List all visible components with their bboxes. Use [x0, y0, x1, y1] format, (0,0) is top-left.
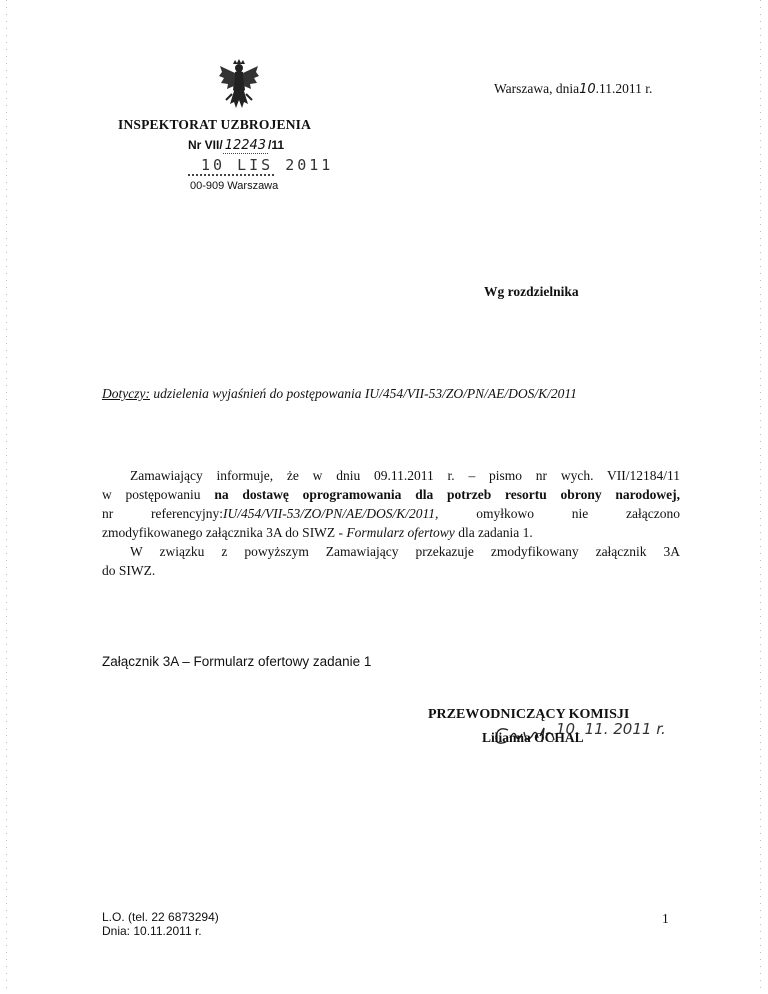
signatory-title: PRZEWODNICZĄCY KOMISJI — [428, 707, 630, 722]
body-line: Zamawiający informuje, że w dniu 09.11.2011 r. – pismo nr wych. VII/12184/11 — [130, 468, 680, 483]
postal-address: 00-909 Warszawa — [190, 180, 279, 192]
body-line — [102, 485, 680, 504]
institution-name: INSPEKTORAT UZBROJENIA — [118, 117, 312, 132]
eagle-emblem-icon — [218, 58, 260, 110]
scan-edge-right — [760, 0, 761, 994]
page-number: 1 — [662, 911, 669, 926]
dotted-line — [188, 173, 274, 176]
footer-author-phone: L.O. (tel. 22 6873294) — [102, 910, 219, 924]
handwritten-ref-number: 12243 — [224, 138, 267, 153]
body-line: do SIWZ. — [102, 563, 156, 578]
place-date-suffix: .11.2011 r. — [595, 81, 653, 96]
ref-prefix: Nr VII/ — [188, 138, 223, 152]
form-title: Formularz ofertowy — [346, 525, 455, 540]
body-text-run: w postępowaniu — [102, 487, 215, 502]
subject-line — [102, 386, 577, 402]
footer-date: Dnia: 10.11.2011 r. — [102, 924, 202, 938]
place-date-prefix: Warszawa, dnia — [494, 81, 580, 96]
recipient: Wg rozdzielnika — [484, 284, 579, 299]
scan-edge-left — [6, 0, 7, 994]
place-and-date — [494, 81, 652, 97]
signature-date-handwritten: 10. 11. 2011 r. — [556, 720, 666, 738]
reference-number — [188, 138, 284, 153]
body-text-run: zmodyfikowanego załącznika 3A do SIWZ - — [102, 525, 347, 540]
handwritten-day: 10 — [579, 82, 596, 97]
body-text-run: omyłkowo nie załączono — [438, 506, 680, 521]
subject-text: udzielenia wyjaśnień do postępowania IU/454/VII-53/ZO/PN/AE/DOS/K/2011 — [149, 386, 577, 401]
date-stamp: 10 LIS 2011 — [201, 156, 334, 174]
body-line: W związku z powyższym Zamawiający przekazuje zmodyfikowany załącznik 3A — [130, 544, 680, 559]
body-line — [102, 523, 680, 542]
procurement-title: na dostawę oprogramowania dla potrzeb resortu obrony narodowej, — [214, 487, 680, 502]
body-text-run: nr referencyjny: — [102, 506, 224, 521]
attachment-note: Załącznik 3A – Formularz ofertowy zadanie 1 — [102, 654, 372, 669]
subject-label: Dotyczy: — [102, 386, 150, 401]
letter-body — [102, 466, 680, 580]
procurement-reference: IU/454/VII-53/ZO/PN/AE/DOS/K/2011, — [223, 506, 439, 521]
ref-suffix: /11 — [268, 138, 285, 152]
body-line — [102, 504, 680, 523]
body-text-run: dla zadania 1. — [454, 525, 533, 540]
signatory-name: Lilianna OCHAL — [482, 730, 584, 745]
